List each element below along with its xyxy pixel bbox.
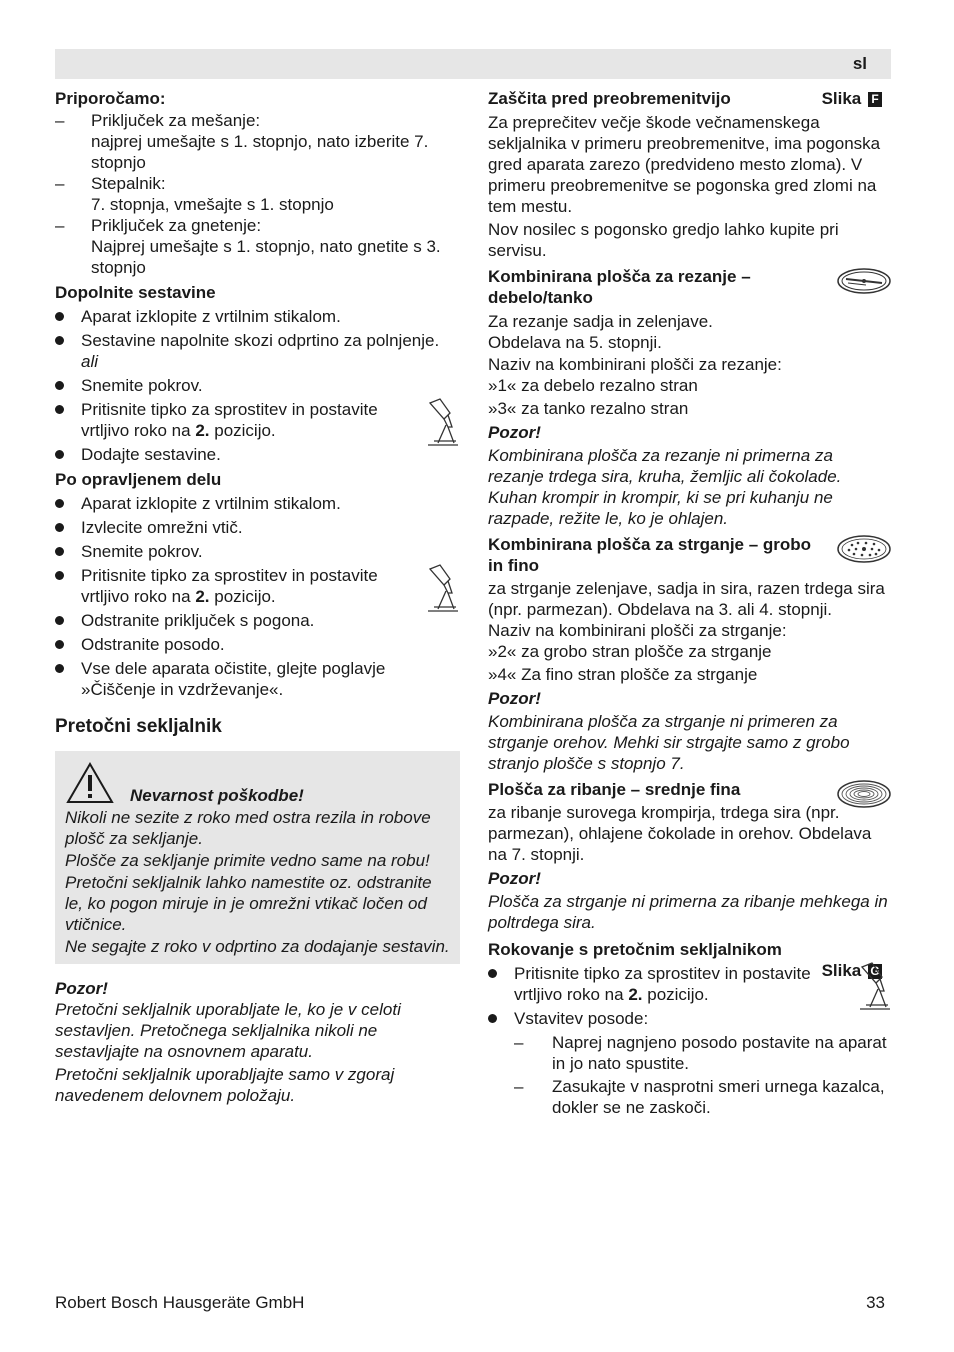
paragraph: »1« za debelo rezalno stran <box>488 376 698 395</box>
language-header-bar <box>55 49 891 79</box>
recommend-item <box>55 215 460 278</box>
bullet-item: Vse dele aparata očistite, glejte poglavje »Čiščenje in vzdrževanje«. <box>55 658 460 700</box>
rasping-disc-title-row <box>488 779 892 800</box>
slicing-disc-title: Kombinirana plošča za rezanje – debelo/tanko <box>488 267 751 307</box>
paragraph: »3« za tanko rezalno stran <box>488 399 689 418</box>
bullet-item: Pritisnite tipko za sprostitev in postavite vrtljivo roko na 2. pozicijo. <box>488 963 892 1005</box>
overload-title-row <box>488 88 892 109</box>
mixer-arm-position-icon <box>424 563 460 615</box>
paragraph: Obdelava na 5. stopnji. <box>488 333 662 352</box>
or-text: ali <box>81 352 99 371</box>
recommend-item <box>55 110 460 173</box>
rasping-disc-title: Plošča za ribanje – srednje fina <box>488 780 741 799</box>
warning-text: Pretočni sekljalnik lahko namestite oz. odstranite le, ko pogon miruje in je omrežni vtikač ločen od vtičnice. <box>65 873 432 934</box>
bullet-icon <box>488 969 497 978</box>
overload-title: Zaščita pred preobremenitvijo <box>488 89 731 108</box>
paragraph: »2« za grobo stran plošče za strganje <box>488 642 772 661</box>
left-column <box>55 88 460 1108</box>
bullet-item: Odstranite posodo. <box>55 634 460 655</box>
caution-text: Kombinirana plošča za rezanje ni primerna za rezanje trdega sira, kruha, žemljic ali čokolade. Kuhan krompir in krompir, ki se pri kuhanju ne razpade, režite le, ko je ohlajen. <box>488 446 842 528</box>
paragraph: Nov nosilec s pogonsko gredjo lahko kupite pri servisu. <box>488 220 839 260</box>
dash-marker: – <box>514 1033 524 1052</box>
handling-title: Rokovanje s pretočnim sekljalnikom <box>488 940 782 959</box>
bullet-item: Pritisnite tipko za sprostitev in postavite vrtljivo roko na 2. pozicijo. <box>55 399 460 441</box>
bullet-item: Vstavitev posode: <box>488 1008 892 1029</box>
sub-list-item: – Naprej nagnjeno posodo postavite na aparat in jo nato spustite. <box>514 1033 887 1073</box>
warning-triangle-icon <box>65 761 115 805</box>
warning-box <box>55 751 460 964</box>
bullet-item: Izvlecite omrežni vtič. <box>55 517 460 538</box>
bullet-item: Snemite pokrov. <box>55 375 460 396</box>
caution-label: Pozor! <box>488 869 541 888</box>
bullet-icon <box>488 1014 497 1023</box>
bullet-icon <box>55 523 64 532</box>
caution-text: Pretočni sekljalnik uporabljate le, ko je v celoti sestavljen. Pretočnega sekljalnika nikoli ne sestavljajte na osnovnem aparatu. <box>55 1000 401 1061</box>
figure-letter-badge: F <box>868 92 882 107</box>
bullet-icon <box>55 405 64 414</box>
figure-reference: Slika F <box>822 88 882 109</box>
bullet-icon <box>55 664 64 673</box>
paragraph: Naziv na kombinirani plošči za rezanje: <box>488 355 782 374</box>
warning-header <box>65 761 450 807</box>
dash-marker: – <box>55 216 65 235</box>
warning-text: Ne segajte z roko v odprtino za dodajanje sestavin. <box>65 937 450 956</box>
bullet-item: Sestavine napolnite skozi odprtino za polnjenje. <box>55 330 460 351</box>
bullet-item: Odstranite priključek s pogona. <box>55 610 460 631</box>
bullet-icon <box>55 450 64 459</box>
recommend-item-text: najprej umešajte s 1. stopnjo, nato izberite 7. stopnjo <box>91 132 429 172</box>
language-code: sl <box>852 54 867 73</box>
after-work-title: Po opravljenem delu <box>55 470 222 489</box>
bullet-item: Snemite pokrov. <box>55 541 460 562</box>
recommend-item-lead: Stepalnik: <box>91 174 166 193</box>
paragraph: za strganje zelenjave, sadja in sira, razen trdega sira (npr. parmezan). Obdelava na 3. ali 4. stopnji. <box>488 579 885 619</box>
bullet-icon <box>55 499 64 508</box>
dash-marker: – <box>514 1077 524 1096</box>
sub-list <box>488 1032 892 1118</box>
mixer-arm-position-icon <box>424 397 460 449</box>
grating-disc-icon <box>836 534 892 564</box>
bullet-icon <box>55 381 64 390</box>
bullet-icon <box>55 616 64 625</box>
slicing-disc-title-row <box>488 266 892 308</box>
dash-marker: – <box>55 111 65 130</box>
caution-label: Pozor! <box>55 979 108 998</box>
grating-disc-title-row <box>488 534 892 576</box>
page-number: 33 <box>866 1293 885 1312</box>
figure-reference: Slika G <box>822 960 882 981</box>
footer-company: Robert Bosch Hausgeräte GmbH <box>55 1293 305 1312</box>
bullet-item: Aparat izklopite z vrtilnim stikalom. <box>55 493 460 514</box>
recommend-item-text: 7. stopnja, vmešajte s 1. stopnjo <box>91 195 334 214</box>
bullet-item: Aparat izklopite z vrtilnim stikalom. <box>55 306 460 327</box>
handling-title-row <box>488 939 892 980</box>
bullet-icon <box>55 312 64 321</box>
mixer-arm-position-icon <box>856 961 892 1013</box>
right-column <box>488 88 892 1120</box>
bullet-icon <box>55 640 64 649</box>
paragraph: Za preprečitev večje škode večnamenskega sekljalnika v primeru preobremenitve, ima pogonska gred aparata zarezo (predvideno mesto zloma). V primeru preobremenitve se pogonska gred zlomi na tem mestu. <box>488 113 881 216</box>
caution-text: Pretočni sekljalnik uporabljajte samo v zgoraj navedenem delovnem položaju. <box>55 1065 395 1105</box>
recommend-item-text: Najprej umešajte s 1. stopnjo, nato gnetite s 3. stopnjo <box>91 237 441 277</box>
paragraph: Za rezanje sadja in zelenjave. <box>488 312 713 331</box>
bullet-icon <box>55 547 64 556</box>
grating-disc-title: Kombinirana plošča za strganje – grobo in fino <box>488 535 812 575</box>
section-title: Pretočni sekljalnik <box>55 716 222 737</box>
warning-text: Plošče za sekljanje primite vedno same na robu! <box>65 851 430 870</box>
slicing-disc-icon <box>836 266 892 296</box>
caution-text: Plošča za strganje ni primerna za ribanje mehkega in poltrdega sira. <box>488 892 888 932</box>
paragraph: za ribanje surovega krompirja, trdega sira (npr. parmezan), ohlajene čokolade in orehov. Obdelava na 7. stopnji. <box>488 803 872 864</box>
figure-letter-badge: G <box>868 964 882 979</box>
bullet-icon <box>55 571 64 580</box>
caution-text: Kombinirana plošča za strganje ni primeren za strganje orehov. Mehki sir strgajte samo z grobo stranjo plošče s stopnjo 7. <box>488 712 850 773</box>
paragraph: Naziv na kombinirani plošči za strganje: <box>488 621 787 640</box>
dash-marker: – <box>55 174 65 193</box>
bullet-item: Pritisnite tipko za sprostitev in postavite vrtljivo roko na 2. pozicijo. <box>55 565 460 607</box>
recommend-item-lead: Priključek za mešanje: <box>91 111 261 130</box>
paragraph: »4« Za fino stran plošče za strganje <box>488 665 758 684</box>
recommend-item-lead: Priključek za gnetenje: <box>91 216 262 235</box>
caution-label: Pozor! <box>488 423 541 442</box>
rasping-disc-icon <box>836 779 892 809</box>
sub-list-item: – Zasukajte v nasprotni smeri urnega kazalca, dokler se ne zaskoči. <box>514 1077 885 1117</box>
bullet-item: Dodajte sestavine. <box>55 444 460 465</box>
add-ingredients-title: Dopolnite sestavine <box>55 283 216 302</box>
caution-label: Pozor! <box>488 689 541 708</box>
warning-text: Nikoli ne sezite z roko med ostra rezila in robove plošč za sekljanje. <box>65 808 431 848</box>
recommend-item <box>55 173 460 215</box>
recommend-title: Priporočamo: <box>55 89 166 108</box>
warning-title: Nevarnost poškodbe! <box>130 786 304 805</box>
bullet-icon <box>55 336 64 345</box>
